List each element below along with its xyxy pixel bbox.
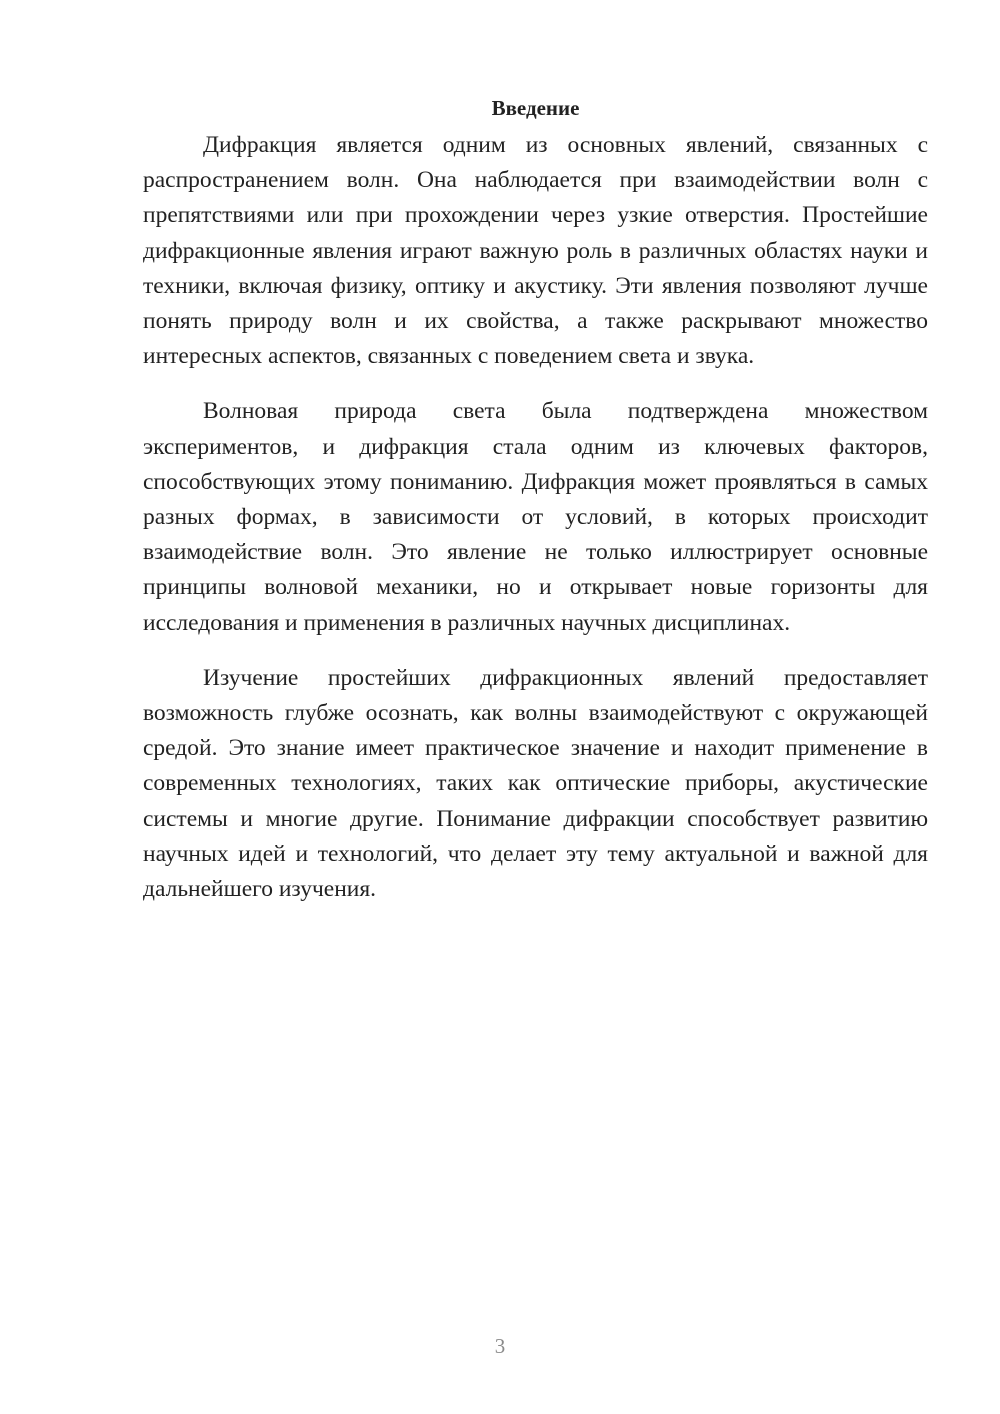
paragraph-1: Дифракция является одним из основных явлений, связанных с распространением волн. Она наблюдается при взаимодействии волн с препятствиями или при прохождении через узкие отверстия. Простейшие дифракционные явления играют важную роль в различных областях науки и техники, включая физику, оптику и акустику. Эти явления позволяют лучше понять природу волн и их свойства, а также раскрывают множество интересных аспектов, связанных с поведением света и звука. <box>143 132 928 370</box>
section-title: Введение <box>491 96 580 120</box>
paragraph-2: Волновая природа света была подтверждена множеством экспериментов, и дифракция стала одним из ключевых факторов, способствующих этому пониманию. Дифракция может проявляться в самых разных формах, в зависимости от условий, в которых происходит взаимодействие волн. Это явление не только иллюстрирует основные принципы волновой механики, но и открывает новые горизонты для исследования и применения в различных научных дисциплинах. <box>143 398 928 636</box>
paragraph-3: Изучение простейших дифракционных явлений предоставляет возможность глубже осознать, как волны взаимодействуют с окружающей средой. Это знание имеет практическое значение и находит применение в современных технологиях, таких как оптические приборы, акустические системы и многие другие. Понимание дифракции способствует развитию научных идей и технологий, что делает эту тему актуальной и важной для дальнейшего изучения. <box>143 664 928 903</box>
page-number: 3 <box>494 1334 506 1358</box>
page-content <box>143 92 928 927</box>
